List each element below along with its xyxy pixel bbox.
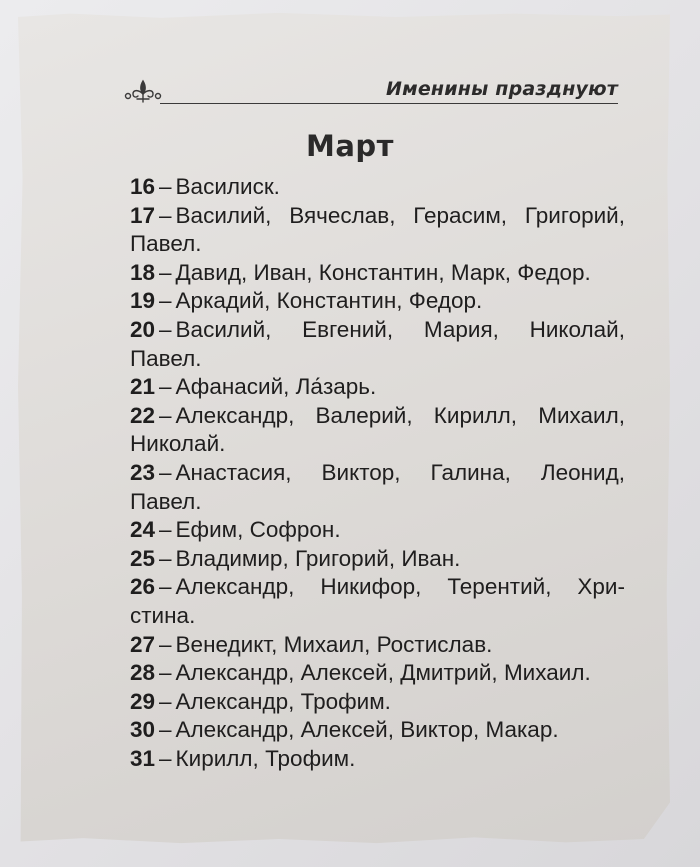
names-text: Владимир, Григорий, Иван. — [175, 545, 461, 571]
names-text: Николай. — [130, 431, 226, 457]
dash-separator: – — [159, 202, 172, 228]
dash-separator: – — [159, 517, 172, 543]
month-title: Март — [306, 129, 394, 163]
day-number: 30 — [130, 717, 156, 743]
entry-line — [130, 745, 625, 774]
list-item — [130, 373, 625, 402]
dash-separator: – — [159, 717, 172, 743]
dash-separator: – — [159, 745, 172, 771]
dash-separator: – — [159, 374, 172, 400]
day-number: 29 — [130, 688, 156, 714]
names-text: Анастасия, Виктор, Галина, Леонид, — [175, 459, 625, 485]
names-text: Павел. — [130, 488, 202, 514]
names-text: Александр, Алексей, Виктор, Макар. — [175, 717, 559, 743]
list-item — [130, 287, 625, 316]
entry-line — [130, 402, 625, 431]
dash-separator: – — [159, 688, 172, 714]
names-text: Афанасий, Ла́зарь. — [175, 374, 377, 400]
names-text: Василий, Евгений, Мария, Николай, — [175, 316, 625, 342]
entry-line — [130, 516, 625, 545]
day-number: 22 — [130, 402, 156, 428]
list-item — [130, 659, 625, 688]
names-text: Василиск. — [175, 174, 280, 199]
list-item — [130, 631, 625, 660]
list-item — [130, 316, 625, 373]
list-item — [130, 688, 625, 717]
day-number: 21 — [130, 374, 156, 400]
entry-line — [130, 202, 625, 231]
entry-line — [130, 345, 625, 374]
dash-separator: – — [159, 545, 172, 571]
day-number: 18 — [130, 259, 156, 285]
day-number: 24 — [130, 517, 156, 543]
names-text: Павел. — [130, 345, 202, 371]
dash-separator: – — [159, 574, 172, 600]
names-text: Ефим, Софрон. — [175, 517, 341, 543]
list-item — [130, 745, 625, 774]
names-text: Давид, Иван, Константин, Марк, Федор. — [175, 259, 591, 285]
fleur-de-lis-ornament-icon — [124, 78, 162, 104]
names-text: Аркадий, Константин, Федор. — [175, 288, 483, 314]
list-item — [130, 259, 625, 288]
dash-separator: – — [159, 631, 172, 657]
dash-separator: – — [159, 174, 172, 199]
entry-line — [130, 573, 625, 602]
names-text: Кирилл, Трофим. — [175, 745, 356, 771]
day-number: 27 — [130, 631, 156, 657]
entry-line — [130, 631, 625, 660]
names-text: стина. — [130, 602, 196, 628]
dash-separator: – — [159, 288, 172, 314]
list-item — [130, 459, 625, 516]
day-number: 23 — [130, 459, 156, 485]
list-item — [130, 716, 625, 745]
day-number: 28 — [130, 660, 156, 686]
names-text: Александр, Никифор, Терентий, Хри- — [175, 574, 625, 600]
day-number: 16 — [130, 174, 156, 199]
names-text: Василий, Вячеслав, Герасим, Григорий, — [175, 202, 625, 228]
list-item — [130, 173, 625, 202]
entry-line — [130, 259, 625, 288]
entry-line — [130, 659, 625, 688]
list-item — [130, 545, 625, 574]
dash-separator: – — [159, 316, 172, 342]
entry-line — [130, 230, 625, 259]
names-text: Александр, Трофим. — [175, 688, 391, 714]
section-title: Именины празднуют — [385, 78, 618, 100]
day-number: 26 — [130, 574, 156, 600]
names-text: Александр, Валерий, Кирилл, Михаил, — [175, 402, 625, 428]
entry-line — [130, 459, 625, 488]
day-number: 20 — [130, 316, 156, 342]
list-item — [130, 202, 625, 259]
header-rule — [160, 103, 618, 104]
dash-separator: – — [159, 402, 172, 428]
names-text: Павел. — [130, 231, 202, 257]
entry-line — [130, 545, 625, 574]
names-text: Александр, Алексей, Дмитрий, Михаил. — [175, 660, 591, 686]
entry-line — [130, 173, 625, 202]
day-number: 17 — [130, 202, 156, 228]
entry-line — [130, 287, 625, 316]
entry-line — [130, 316, 625, 345]
name-day-list — [130, 173, 625, 773]
day-number: 31 — [130, 745, 156, 771]
entry-line — [130, 430, 625, 459]
entry-line — [130, 602, 625, 631]
dash-separator: – — [159, 660, 172, 686]
day-number: 25 — [130, 545, 156, 571]
list-item — [130, 516, 625, 545]
entry-line — [130, 716, 625, 745]
list-item — [130, 573, 625, 630]
entry-line — [130, 688, 625, 717]
entry-line — [130, 373, 625, 402]
entry-line — [130, 488, 625, 517]
day-number: 19 — [130, 288, 156, 314]
names-text: Венедикт, Михаил, Ростислав. — [175, 631, 493, 657]
list-item — [130, 402, 625, 459]
dash-separator: – — [159, 259, 172, 285]
dash-separator: – — [159, 459, 172, 485]
